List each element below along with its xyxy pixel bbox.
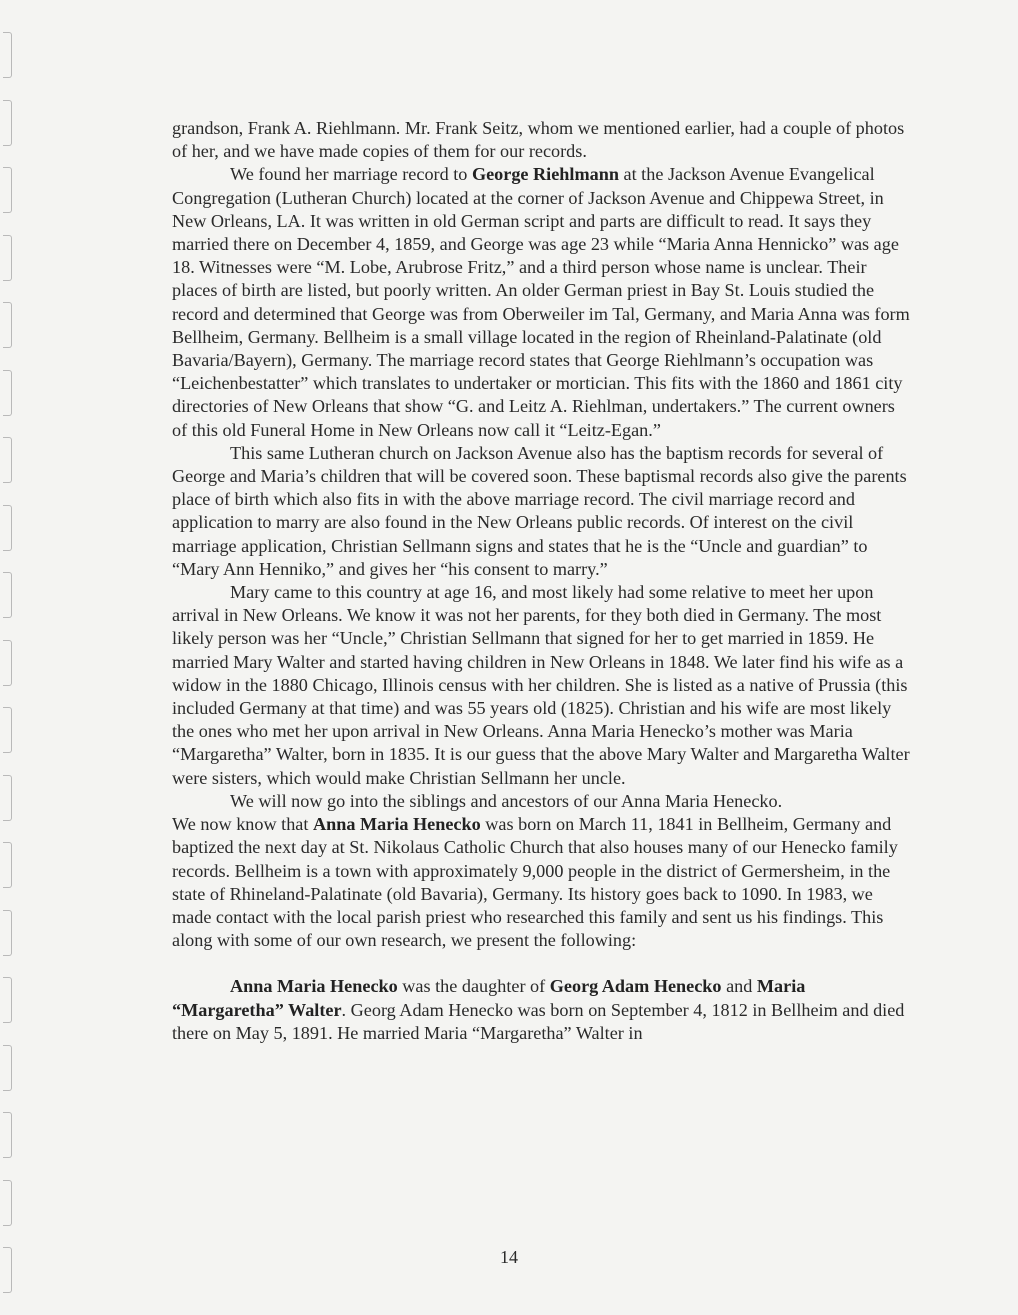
- paragraph-6: We now know that Anna Maria Henecko was born on March 11, 1841 in Bellheim, Germany and baptized the next day at St. Nikolaus Catholic Church that also houses many of our Henecko family records. Bellheim is a town with approximately 9,000 people in the district of Germersheim, in the state of Rhineland-Palatinate (old Bavaria), Germany. Its history goes back to 1090. In 1983, we made contact with the local parish priest who researched this family and sent us his findings. This along with some of our own research, we present the following:: [172, 814, 898, 951]
- name-georg-adam-henecko: Georg Adam Henecko: [549, 976, 722, 997]
- document-body: [172, 117, 912, 1045]
- name-maria-margaretha-walter: Maria “Margaretha” Walter: [172, 976, 806, 1020]
- binder-edge: [0, 0, 16, 1315]
- paragraph-1: grandson, Frank A. Riehlmann. Mr. Frank Seitz, whom we mentioned earlier, had a couple of photos of her, and we have made copies of them for our records.: [172, 118, 905, 162]
- paragraph-2: We found her marriage record to George Riehlmann at the Jackson Avenue Evangelical Congregation (Lutheran Church) located at the corner of Jackson Avenue and Chippewa Street, in New Orleans, LA. It was written in old German script and parts are difficult to read. It says they married there on December 4, 1859, and George was age 23 while “Maria Anna Hennicko” was age 18. Witnesses were “M. Lobe, Arubrose Fritz,” and a third person whose name is unclear. Their places of birth are listed, but poorly written. An older German priest in Bay St. Louis studied the record and determined that George was from Oberweiler im Tal, Germany, and Maria Anna was form Bellheim, Germany. Bellheim is a small village located in the region of Rheinland-Palatinate (old Bavaria/Bayern), Germany. The marriage record states that George Riehlmann’s occupation was “Leichenbestatter” which translates to undertaker or mortician. This fits with the 1860 and 1861 city directories of New Orleans that show “G. and Leitz A. Riehlman, undertakers.” The current owners of this old Funeral Home in New Orleans now call it “Leitz-Egan.”: [172, 164, 910, 440]
- name-george-riehlmann: George Riehlmann: [471, 164, 619, 185]
- name-anna-maria-henecko: Anna Maria Henecko: [230, 976, 398, 997]
- page-number: 14: [500, 1247, 518, 1267]
- name-anna-maria-henecko: Anna Maria Henecko: [312, 814, 481, 835]
- paragraph-4: Mary came to this country at age 16, and most likely had some relative to meet her upon arrival in New Orleans. We know it was not her parents, for they both died in Germany. The most likely person was her “Uncle,” Christian Sellmann that signed for her to get married in 1859. He married Mary Walter and started having children in New Orleans in 1848. We later find his wife as a widow in the 1880 Chicago, Illinois census with her children. She is listed as a native of Prussia (this included Germany at that time) and was 55 years old (1825). Christian and his wife are most likely the ones who met her upon arrival in New Orleans. Anna Maria Henecko’s mother was Maria “Margaretha” Walter, born in 1835. It is our guess that the above Mary Walter and Margaretha Walter were sisters, which would make Christian Sellmann her uncle.: [172, 582, 910, 788]
- paragraph-3: This same Lutheran church on Jackson Avenue also has the baptism records for several of George and Maria’s children that will be covered soon. These baptismal records also give the parents place of birth which also fits in with the above marriage record. The civil marriage record and application to marry are also found in the New Orleans public records. Of interest on the civil marriage application, Christian Sellmann signs and states that he is the “Uncle and guardian” to “Mary Ann Henniko,” and gives her “his consent to marry.”: [172, 442, 907, 579]
- paragraph-7: Anna Maria Henecko was the daughter of Georg Adam Henecko and Maria “Margaretha” Walter. Georg Adam Henecko was born on September 4, 1812 in Bellheim and died there on May 5, 1891. He married Maria “Margaretha” Walter in: [172, 976, 905, 1043]
- paragraph-5: We will now go into the siblings and ancestors of our Anna Maria Henecko.: [230, 790, 783, 811]
